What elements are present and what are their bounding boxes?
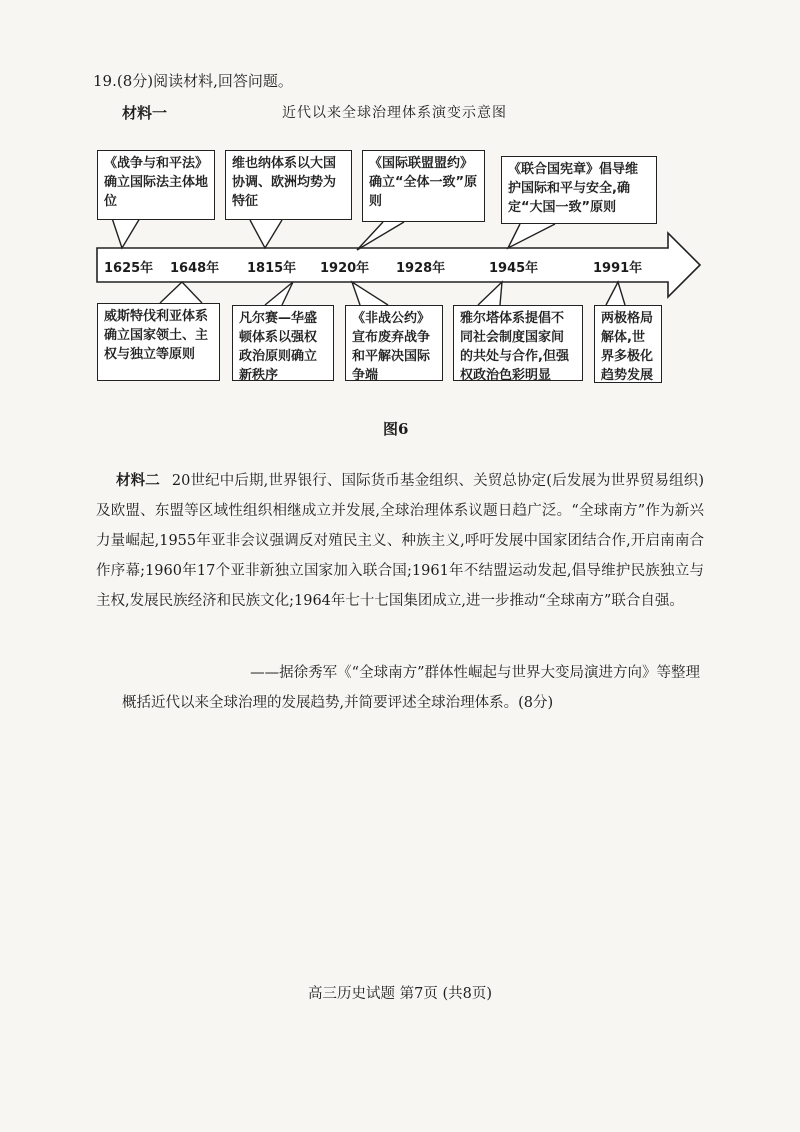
bottom-box-1: 威斯特伐利亚体系确立国家领土、主权与独立等原则 <box>97 303 220 381</box>
question-header: 19.(8分)阅读材料,回答问题。 <box>93 72 293 90</box>
top-pointer-1 <box>112 218 140 248</box>
top-box-1: 《战争与和平法》确立国际法主体地位 <box>97 150 215 220</box>
top-pointer-4 <box>508 224 555 248</box>
material2-paragraph <box>96 466 704 616</box>
page-footer: 高三历史试题 第7页 (共8页) <box>308 986 492 1002</box>
material1-label: 材料一 <box>122 104 168 122</box>
bottom-pointer-4 <box>478 282 502 305</box>
bottom-box-5: 两极格局解体,世界多极化趋势发展 <box>594 305 662 383</box>
bottom-pointer-1 <box>160 282 202 303</box>
bottom-pointer-5 <box>606 282 625 305</box>
bottom-pointer-2 <box>265 282 293 305</box>
top-box-2: 维也纳体系以大国协调、欧洲均势为特征 <box>225 150 352 220</box>
top-box-4: 《联合国宪章》倡导维护国际和平与安全,确定“大国一致”原则 <box>501 156 657 224</box>
question-prompt: 概括近代以来全球治理的发展趋势,并简要评述全球治理体系。(8分) <box>122 695 554 711</box>
top-pointer-3 <box>357 222 404 250</box>
material2-text: 20世纪中后期,世界银行、国际货币基金组织、关贸总协定(后发展为世界贸易组织)及欧盟、东盟等区域性组织相继成立并发展,全球治理体系议题日趋广泛。“全球南方”作为新兴力量崛起,1955年亚非会议强调反对殖民主义、种族主义,呼吁发展中国家团结合作,开启南南合作序幕;1960年17个亚非新独立国家加入联合国;1961年不结盟运动发起,倡导维护民族独立与主权,发展民族经济和民族文化;1964年七十七国集团成立,进一步推动“全球南方”联合自强。 <box>96 473 705 609</box>
bottom-box-3: 《非战公约》宣布废弃战争和平解决国际争端 <box>345 305 443 381</box>
year-label: 1648年 <box>170 261 220 276</box>
year-label: 1625年 <box>104 261 154 276</box>
year-label: 1920年 <box>320 261 370 276</box>
year-label: 1991年 <box>593 261 643 276</box>
material2-source: ——据徐秀军《“全球南方”群体性崛起与世界大变局演进方向》等整理 <box>250 665 700 681</box>
top-box-3: 《国际联盟盟约》确立“全体一致”原则 <box>362 150 485 222</box>
year-label: 1815年 <box>247 261 297 276</box>
year-label: 1945年 <box>489 261 539 276</box>
top-pointer-2 <box>250 220 282 248</box>
material2-label: 材料二 <box>116 472 160 489</box>
bottom-box-4: 雅尔塔体系提倡不同社会制度国家间的共处与合作,但强权政治色彩明显 <box>453 305 583 381</box>
figure-label: 图6 <box>383 420 409 438</box>
bottom-pointer-3 <box>352 282 388 305</box>
year-label: 1928年 <box>396 261 446 276</box>
diagram-title: 近代以来全球治理体系演变示意图 <box>282 105 507 121</box>
bottom-box-2: 凡尔赛—华盛顿体系以强权政治原则确立新秩序 <box>232 305 334 381</box>
